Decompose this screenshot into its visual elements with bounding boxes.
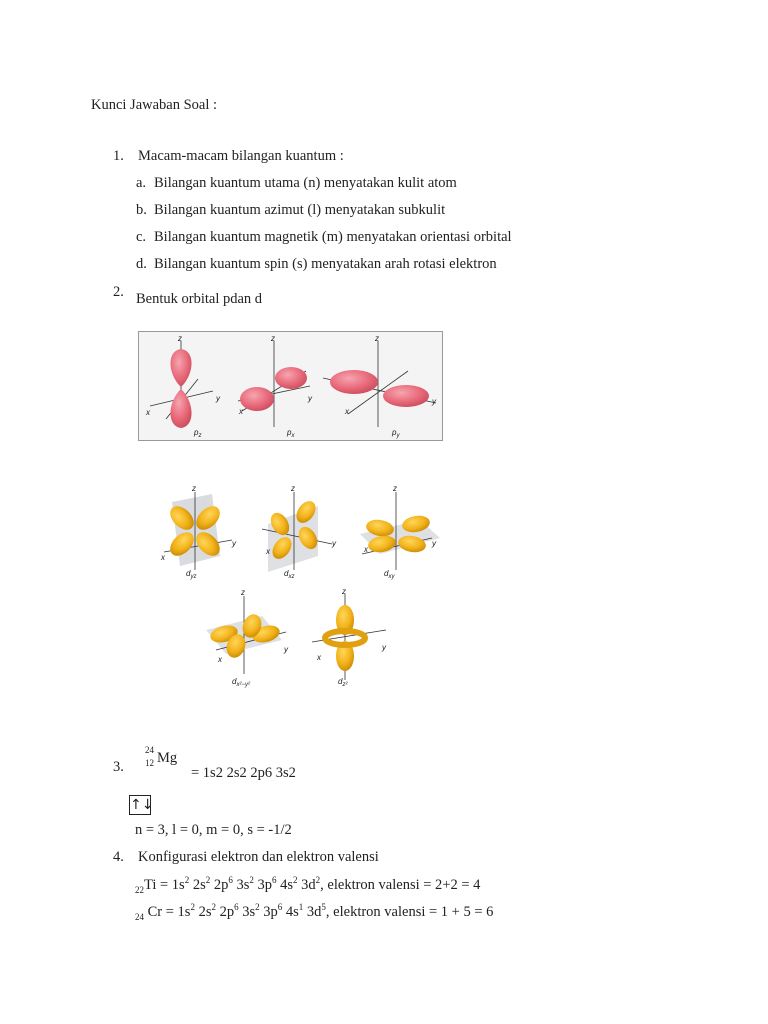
- pz-axis-y: y: [216, 394, 220, 403]
- px-axis-z: z: [271, 334, 275, 343]
- dz2-orbital-icon: [312, 594, 386, 680]
- d-orbital-row2: [200, 588, 400, 690]
- spin-box: ↑↓: [130, 797, 154, 813]
- pz-axis-z: z: [178, 334, 182, 343]
- q4-heading: Konfigurasi elektron dan elektron valensi: [138, 849, 379, 865]
- dxz-axis-x: x: [266, 547, 270, 556]
- q1-item-b: Bilangan kuantum azimut (l) menyatakan subkulit: [154, 202, 446, 218]
- mg-atomic-number: 12: [145, 758, 154, 768]
- mg-configuration: = 1s2 2s2 2p6 3s2: [191, 765, 296, 781]
- px-label: $p_x$: [287, 428, 295, 439]
- dx2-axis-z: z: [241, 588, 245, 597]
- dz2-axis-x: x: [317, 653, 321, 662]
- pz-axis-x: x: [146, 408, 150, 417]
- q1-item-d-letter: d.: [136, 256, 147, 272]
- dx2-axis-x: x: [218, 655, 222, 664]
- dyz-label: $d_{yz}$: [186, 569, 197, 580]
- dxy-label: $d_{xy}$: [384, 569, 395, 580]
- cr-configuration: $_{24}$ $Cr = 1s^2$ $2s^2$ $2p^6$ $3s^2$ $3p^6$ $4s^1$ $3d^5$, elektron valensi = 1 + 5 = 6: [135, 902, 494, 922]
- d-orbital-row1: [150, 484, 450, 580]
- dxy-orbital-icon: [360, 492, 440, 570]
- q2-heading: Bentuk orbital pdan d: [136, 291, 263, 307]
- q1-item-c-letter: c.: [136, 229, 147, 245]
- dxz-orbital-icon: [262, 492, 332, 572]
- px-axis-y: y: [308, 394, 312, 403]
- p-orbital-figure: [138, 331, 443, 441]
- dxz-axis-z: z: [291, 484, 295, 493]
- dx2-axis-y: y: [284, 645, 288, 654]
- q4-number: 4.: [113, 849, 124, 865]
- q1-item-c: Bilangan kuantum magnetik (m) menyatakan orientasi orbital: [154, 229, 512, 245]
- dyz-axis-x: x: [161, 553, 165, 562]
- dxy-axis-y: y: [432, 539, 436, 548]
- mg-quantum-numbers: n = 3, l = 0, m = 0, s = -1/2: [135, 822, 292, 838]
- mg-symbol: Mg: [157, 750, 178, 766]
- ti-configuration: $_{22}Ti = 1s^2$ $2s^2$ $2p^6$ $3s^2$ $3p^6$ $4s^2$ $3d^2$, elektron valensi = 2+2 = 4: [135, 875, 481, 895]
- py-axis-z: z: [375, 334, 379, 343]
- mg-mass-number: 24: [145, 745, 154, 755]
- dxz-axis-y: y: [332, 539, 336, 548]
- dyz-axis-y: y: [232, 539, 236, 548]
- q1-heading: Macam-macam bilangan kuantum :: [138, 148, 344, 164]
- dz2-axis-z: z: [342, 588, 346, 596]
- q1-item-a-letter: a.: [136, 175, 147, 191]
- dxy-axis-x: x: [364, 545, 368, 554]
- dyz-orbital-icon: [164, 492, 232, 570]
- py-axis-x: x: [345, 407, 349, 416]
- py-label: $p_y$: [392, 428, 400, 439]
- q1-item-b-letter: b.: [136, 202, 147, 218]
- q1-number: 1.: [113, 148, 124, 164]
- dxy-axis-z: z: [393, 484, 397, 493]
- px-axis-x: x: [239, 407, 243, 416]
- page-title: Kunci Jawaban Soal :: [91, 97, 218, 113]
- q1-item-a: Bilangan kuantum utama (n) menyatakan kulit atom: [154, 175, 457, 191]
- dz2-axis-y: y: [382, 643, 386, 652]
- py-axis-y: y: [432, 397, 436, 406]
- dxz-label: $d_{xz}$: [284, 569, 295, 580]
- dyz-axis-z: z: [192, 484, 196, 493]
- pz-label: $p_z$: [194, 428, 202, 439]
- dz2-label: $d_{z^2}$: [338, 677, 348, 688]
- q2-number: 2.: [113, 284, 124, 300]
- q1-item-d: Bilangan kuantum spin (s) menyatakan arah rotasi elektron: [154, 256, 497, 272]
- q3-number: 3.: [113, 759, 124, 775]
- dx2-y2-label: $d_{x^2-y^2}$: [232, 677, 250, 688]
